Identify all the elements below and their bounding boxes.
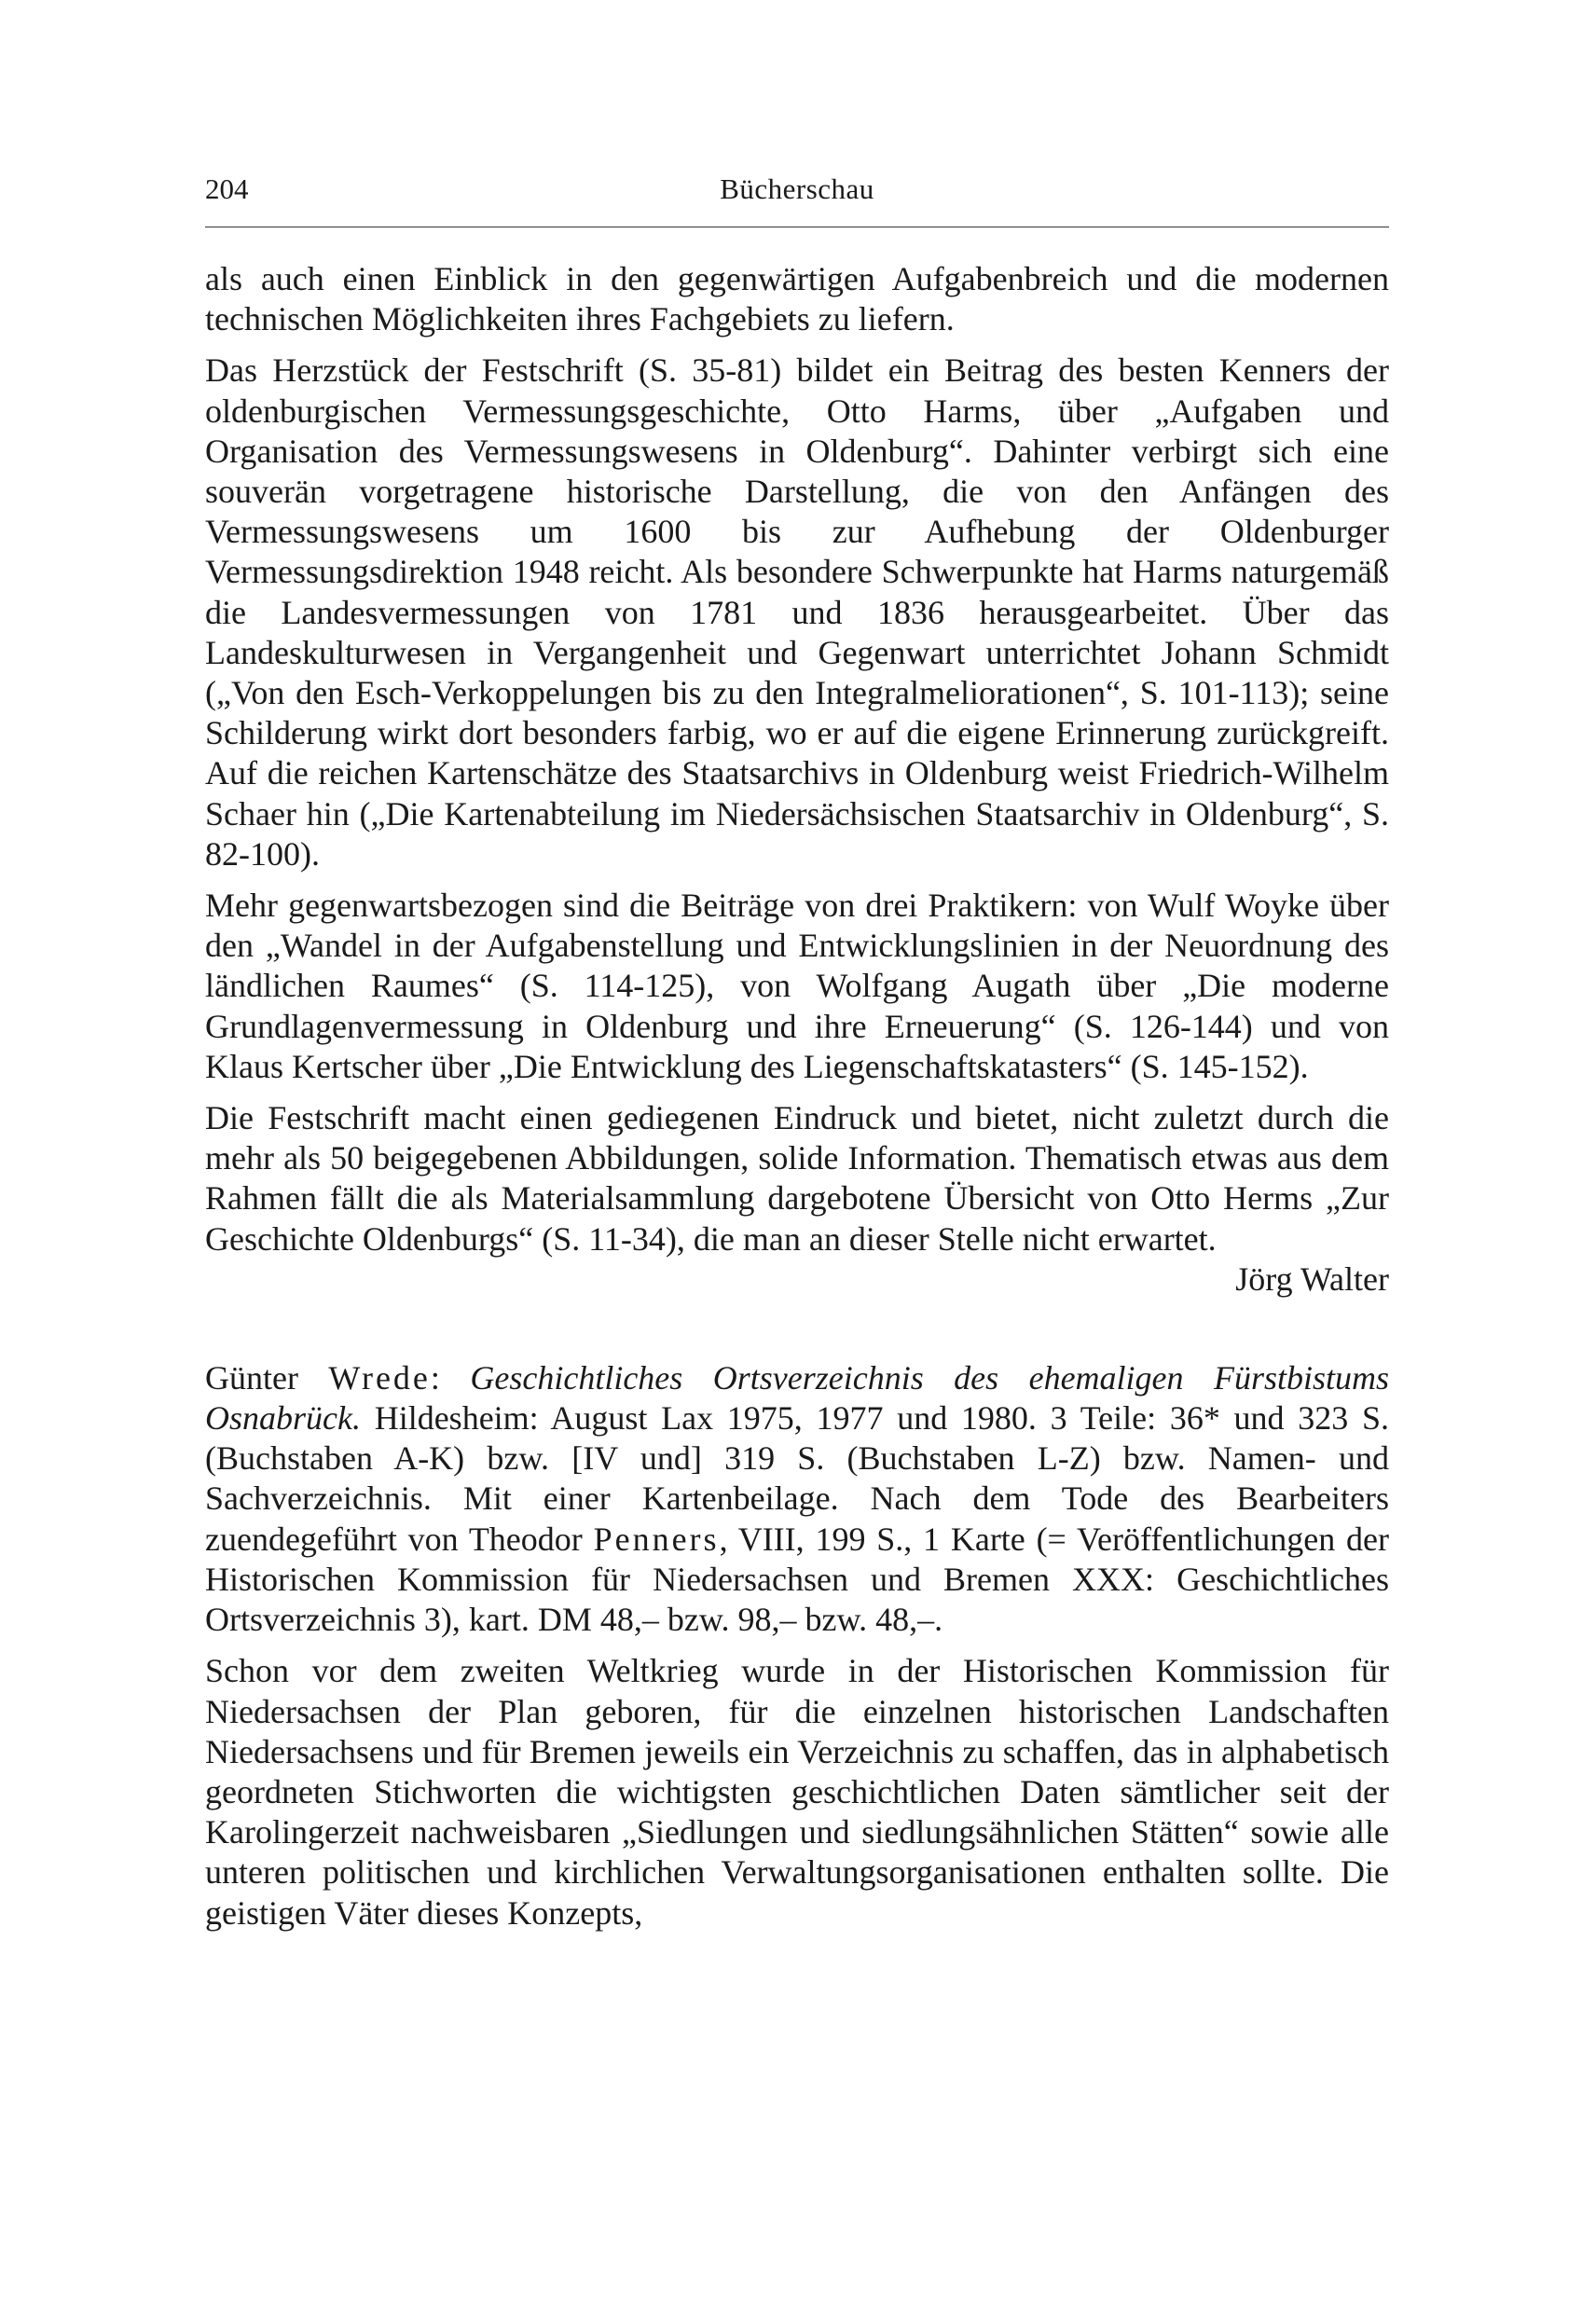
review-2-author-last-name: Wrede	[328, 1358, 431, 1397]
page-body	[205, 259, 1389, 1934]
review-2-author-first-name: Günter	[205, 1358, 298, 1397]
review-2-biblio-part-a: Hildesheim: August Lax 1975, 1977 und 1980. 3 Teile: 36* und 323 S. (Buchstaben A-K) bzw. [IV und] 319 S. (Buchstaben L-Z) bzw. Namen- und Sachverzeichnis. Mit einer Kartenbeilage. Nach dem Tode des Bearbeiters zuendegeführt von Theodor	[205, 1399, 1390, 1558]
review-2-editor-last-name: Penners	[593, 1520, 720, 1558]
review-2-biblio-part-b: , VIII, 199 S., 1 Karte (= Veröffentlichungen der Historischen Kommission für Niedersachsen und Bremen XXX: Geschichtliches Ortsverzeichnis 3), kart. DM 48,– bzw. 98,– bzw. 48,–.	[205, 1520, 1389, 1639]
review-2-bibliographic-entry	[205, 1358, 1389, 1640]
review-1-paragraph-4-text: Die Festschrift macht einen gediegenen Eindruck und bietet, nicht zuletzt durch die mehr als 50 beigegebenen Abbildungen, solide Information. Thematisch etwas aus dem Rahmen fällt die als Materialsammlung dargebotene Übersicht von Otto Herms „Zur Geschichte Oldenburgs“ (S. 11-34), die man an dieser Stelle nicht erwartet.	[205, 1099, 1389, 1258]
review-1-paragraph-3: Mehr gegenwartsbezogen sind die Beiträge von drei Praktikern: von Wulf Woyke über den „Wandel in der Aufgabenstellung und Entwicklungslinien in der Neuordnung des ländlichen Raumes“ (S. 114-125), von Wolfgang Augath über „Die moderne Grundlagenvermessung in Oldenburg und ihre Erneuerung“ (S. 126-144) und von Klaus Kertscher über „Die Entwicklung des Liegenschaftskatasters“ (S. 145-152).	[205, 887, 1389, 1085]
review-1-paragraph-2: Das Herzstück der Festschrift (S. 35-81) bildet ein Beitrag des besten Kenners der oldenburgischen Vermessungsgeschichte, Otto Harms, über „Aufgaben und Organisation des Vermessungswesens in Oldenburg“. Dahinter verbirgt sich eine souverän vorgetragene historische Darstellung, die von den Anfängen des Vermessungswesens um 1600 bis zur Aufhebung der Oldenburger Vermessungsdirektion 1948 reicht. Als besondere Schwerpunkte hat Harms naturgemäß die Landesvermessungen von 1781 und 1836 herausgearbeitet. Über das Landeskulturwesen in Vergangenheit und Gegenwart unterrichtet Johann Schmidt („Von den Esch-Verkoppelungen bis zu den Integralmeliorationen“, S. 101-113); seine Schilderung wirkt dort besonders farbig, wo er auf die eigene Erinnerung zurückgreift. Auf die reichen Kartenschätze des Staatsarchivs in Oldenburg weist Friedrich-Wilhelm Schaer hin („Die Kartenabteilung im Niedersächsischen Staatsarchiv in Oldenburg“, S. 82-100).	[205, 351, 1389, 873]
review-2-colon: :	[430, 1358, 440, 1397]
review-2-paragraph-1: Schon vor dem zweiten Weltkrieg wurde in der Historischen Kommission für Niedersachsen der Plan geboren, für die einzelnen historischen Landschaften Niedersachsens und für Bremen jeweils ein Verzeichnis zu schaffen, das in alphabetisch geordneten Stichworten die wichtigsten geschichtlichen Daten sämtlicher seit der Karolingerzeit nachweisbaren „Siedlungen und siedlungsähnlichen Stätten“ sowie alle unteren politischen und kirchlichen Verwaltungsorganisationen enthalten sollte. Die geistigen Väter dieses Konzepts,	[205, 1652, 1389, 1932]
running-head: Bücherschau	[720, 172, 874, 205]
page-header	[205, 172, 1389, 219]
review-1-paragraph-4	[205, 1098, 1389, 1298]
review-2-book-title: Geschichtliches Ortsverzeichnis des ehemaligen Fürstbistums Osnabrück.	[205, 1358, 1390, 1438]
review-1-paragraph-1: als auch einen Einblick in den gegenwärtigen Aufgabenbreich und die modernen technischen Möglichkeiten ihres Fachgebiets zu liefern.	[205, 260, 1389, 338]
page-number: 204	[205, 172, 249, 205]
reviewer-signature: Jörg Walter	[1235, 1259, 1389, 1298]
